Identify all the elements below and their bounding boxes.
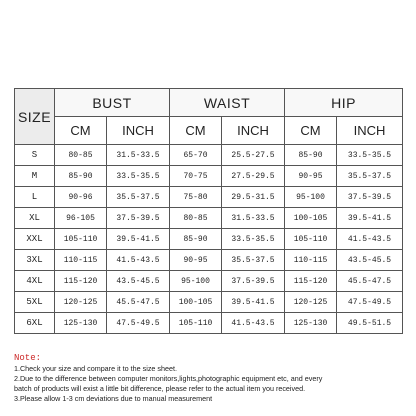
hip-inch-cell: 39.5-41.5 — [337, 208, 403, 229]
bust-inch-cell: 33.5-35.5 — [107, 166, 170, 187]
waist-inch-cell: 25.5-27.5 — [222, 145, 285, 166]
waist-cm-cell: 70-75 — [170, 166, 222, 187]
size-label: 5XL — [15, 292, 55, 313]
waist-cm-cell: 100-105 — [170, 292, 222, 313]
hip-cm-cell: 120-125 — [285, 292, 337, 313]
waist-inch-cell: 29.5-31.5 — [222, 187, 285, 208]
hip-cm-cell: 85-90 — [285, 145, 337, 166]
waist-inch-cell: 41.5-43.5 — [222, 313, 285, 334]
bust-inch-header: INCH — [107, 117, 170, 145]
bust-cm-cell: 96-105 — [55, 208, 107, 229]
bust-cm-cell: 115-120 — [55, 271, 107, 292]
size-label: M — [15, 166, 55, 187]
waist-cm-cell: 75-80 — [170, 187, 222, 208]
bust-inch-cell: 43.5-45.5 — [107, 271, 170, 292]
table-row — [15, 250, 403, 271]
hip-inch-cell: 35.5-37.5 — [337, 166, 403, 187]
header-row-units — [15, 117, 403, 145]
size-label: S — [15, 145, 55, 166]
hip-cm-cell: 115-120 — [285, 271, 337, 292]
bust-inch-cell: 35.5-37.5 — [107, 187, 170, 208]
hip-inch-cell: 43.5-45.5 — [337, 250, 403, 271]
size-label: 4XL — [15, 271, 55, 292]
table-row — [15, 187, 403, 208]
waist-inch-cell: 35.5-37.5 — [222, 250, 285, 271]
waist-cm-cell: 85-90 — [170, 229, 222, 250]
table-row — [15, 145, 403, 166]
hip-inch-cell: 49.5-51.5 — [337, 313, 403, 334]
table-row — [15, 271, 403, 292]
bust-cm-cell: 80-85 — [55, 145, 107, 166]
note-line-1: 1.Check your size and compare it to the size sheet. — [14, 364, 177, 373]
bust-inch-cell: 31.5-33.5 — [107, 145, 170, 166]
bust-inch-cell: 37.5-39.5 — [107, 208, 170, 229]
hip-cm-cell: 90-95 — [285, 166, 337, 187]
waist-inch-cell: 27.5-29.5 — [222, 166, 285, 187]
waist-cm-header: CM — [170, 117, 222, 145]
size-label: XL — [15, 208, 55, 229]
hip-cm-header: CM — [285, 117, 337, 145]
waist-cm-cell: 80-85 — [170, 208, 222, 229]
waist-inch-header: INCH — [222, 117, 285, 145]
note-line-3: batch of products will exist a little bit difference, please refer to the actual item you received. — [14, 384, 306, 393]
size-label: L — [15, 187, 55, 208]
bust-inch-cell: 47.5-49.5 — [107, 313, 170, 334]
waist-inch-cell: 31.5-33.5 — [222, 208, 285, 229]
bust-cm-cell: 110-115 — [55, 250, 107, 271]
hip-inch-header: INCH — [337, 117, 403, 145]
hip-inch-cell: 47.5-49.5 — [337, 292, 403, 313]
waist-cm-cell: 95-100 — [170, 271, 222, 292]
bust-header: BUST — [55, 89, 170, 117]
bust-inch-cell: 39.5-41.5 — [107, 229, 170, 250]
notes-title: Note: — [14, 353, 42, 363]
hip-inch-cell: 45.5-47.5 — [337, 271, 403, 292]
size-label: 3XL — [15, 250, 55, 271]
hip-cm-cell: 95-100 — [285, 187, 337, 208]
hip-cm-cell: 110-115 — [285, 250, 337, 271]
waist-inch-cell: 37.5-39.5 — [222, 271, 285, 292]
note-line-2: 2.Due to the difference between computer monitors,lights,photographic equipment etc, and every — [14, 374, 323, 383]
bust-cm-cell: 105-110 — [55, 229, 107, 250]
hip-cm-cell: 125-130 — [285, 313, 337, 334]
waist-header: WAIST — [170, 89, 285, 117]
note-line-4: 3.Please allow 1-3 cm deviations due to manual measurement — [14, 394, 213, 403]
bust-cm-header: CM — [55, 117, 107, 145]
size-label: 6XL — [15, 313, 55, 334]
bust-cm-cell: 85-90 — [55, 166, 107, 187]
bust-inch-cell: 45.5-47.5 — [107, 292, 170, 313]
hip-inch-cell: 33.5-35.5 — [337, 145, 403, 166]
notes-section — [14, 352, 402, 404]
waist-cm-cell: 65-70 — [170, 145, 222, 166]
waist-inch-cell: 39.5-41.5 — [222, 292, 285, 313]
size-header: SIZE — [15, 89, 55, 145]
waist-inch-cell: 33.5-35.5 — [222, 229, 285, 250]
bust-cm-cell: 125-130 — [55, 313, 107, 334]
bust-cm-cell: 120-125 — [55, 292, 107, 313]
bust-inch-cell: 41.5-43.5 — [107, 250, 170, 271]
hip-cm-cell: 105-110 — [285, 229, 337, 250]
hip-cm-cell: 100-105 — [285, 208, 337, 229]
size-chart-table — [14, 88, 403, 334]
waist-cm-cell: 105-110 — [170, 313, 222, 334]
table-row — [15, 313, 403, 334]
size-label: XXL — [15, 229, 55, 250]
table-row — [15, 166, 403, 187]
bust-cm-cell: 90-96 — [55, 187, 107, 208]
table-row — [15, 229, 403, 250]
header-row-groups — [15, 89, 403, 117]
hip-inch-cell: 41.5-43.5 — [337, 229, 403, 250]
table-row — [15, 292, 403, 313]
size-chart-body — [15, 145, 403, 334]
waist-cm-cell: 90-95 — [170, 250, 222, 271]
hip-inch-cell: 37.5-39.5 — [337, 187, 403, 208]
hip-header: HIP — [285, 89, 403, 117]
table-row — [15, 208, 403, 229]
